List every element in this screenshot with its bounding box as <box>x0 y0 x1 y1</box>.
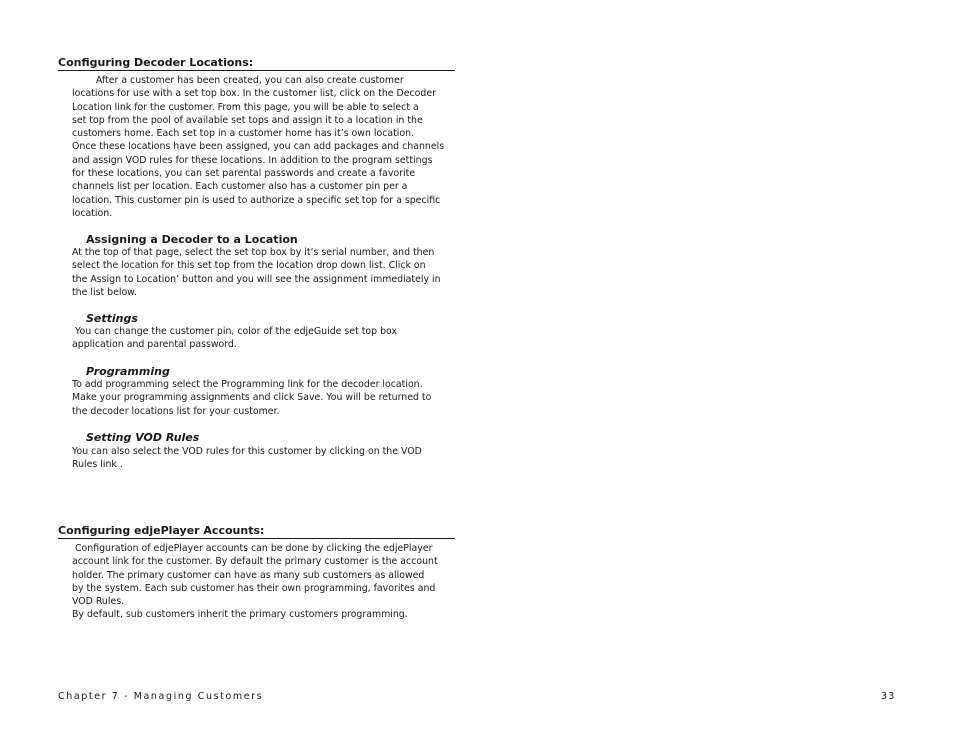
text-line: select the location for this set top from the location drop down list. Click on <box>72 260 426 272</box>
text-line: By default, sub customers inherit the primary customers programming. <box>72 609 408 621</box>
text-line: for these locations, you can set parental passwords and create a favorite <box>72 168 416 180</box>
paragraph-settings <box>72 325 462 352</box>
subheading-assigning-decoder: Assigning a Decoder to a Location <box>86 233 298 246</box>
text-line: You can change the customer pin, color of the edjeGuide set top box <box>72 326 398 337</box>
subheading-setting-vod-rules: Setting VOD Rules <box>86 431 200 444</box>
text-line: Make your programming assignments and click Save. You will be returned to <box>72 392 432 404</box>
section-heading-edjeplayer-accounts: Configuring edjePlayer Accounts: <box>58 524 455 539</box>
text-line: holder. The primary customer can have as many sub customers as allowed <box>72 569 425 581</box>
paragraph-setting-vod-rules <box>72 445 462 472</box>
text-line: account link for the customer. By default the primary customer is the account <box>72 556 438 568</box>
paragraph-assigning-decoder <box>72 246 462 299</box>
subheading-settings: Settings <box>86 312 138 325</box>
paragraph-decoder-locations-intro <box>72 74 462 220</box>
text-line: At the top of that page, select the set top box by it’s serial number, and then <box>72 247 435 258</box>
text-line: To add programming select the Programming link for the decoder location. <box>72 379 423 390</box>
text-line: the Assign to Location’ button and you will see the assignment immediately in <box>72 273 441 285</box>
paragraph-edjeplayer-accounts <box>72 542 462 622</box>
text-line: application and parental password. <box>72 339 237 351</box>
paragraph-programming <box>72 378 462 418</box>
text-line: set top from the pool of available set tops and assign it to a location in the <box>72 114 423 126</box>
text-line: location. This customer pin is used to authorize a specific set top for a specific <box>72 194 441 206</box>
section-heading-decoder-locations: Configuring Decoder Locations: <box>58 56 455 71</box>
text-line: the list below. <box>72 286 137 298</box>
text-line: location. <box>72 207 113 219</box>
text-line: VOD Rules. <box>72 596 125 608</box>
text-line: Rules link . <box>72 459 123 471</box>
text-line: Configuration of edjePlayer accounts can be done by clicking the edjePlayer <box>72 543 433 554</box>
text-line: Location link for the customer. From this page, you will be able to select a <box>72 101 419 113</box>
subheading-programming: Programming <box>86 365 170 378</box>
text-line: Once these locations have been assigned, you can add packages and channels <box>72 141 445 153</box>
text-line: After a customer has been created, you can also create customer <box>72 75 404 86</box>
text-line: customers home. Each set top in a customer home has it’s own location. <box>72 128 415 140</box>
text-line: You can also select the VOD rules for this customer by clicking on the VOD <box>72 446 422 457</box>
text-line: channels list per location. Each customer also has a customer pin per a <box>72 181 408 193</box>
text-line: the decoder locations list for your customer. <box>72 405 280 417</box>
footer-page-number: 33 <box>881 691 896 702</box>
text-line: and assign VOD rules for these locations. In addition to the program settings <box>72 154 433 166</box>
text-line: locations for use with a set top box. In the customer list, click on the Decoder <box>72 88 436 100</box>
text-line: by the system. Each sub customer has their own programming, favorites and <box>72 582 436 594</box>
footer-chapter-title: Chapter 7 - Managing Customers <box>58 691 264 702</box>
